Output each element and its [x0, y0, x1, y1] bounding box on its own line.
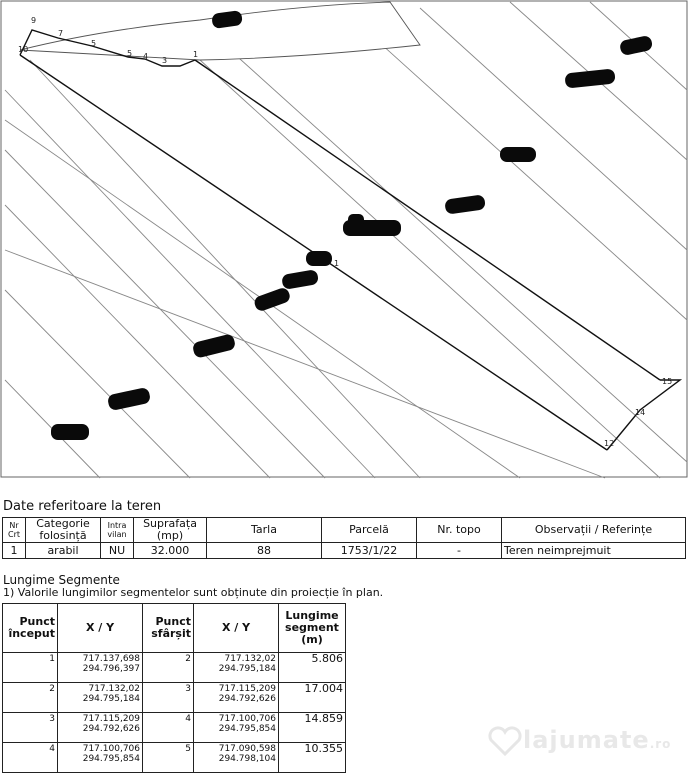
coordinate-value: 10.355: [304, 742, 343, 755]
table-cell: [58, 713, 143, 743]
column-header: Punct sfârșit: [143, 604, 194, 653]
coordinate-value: 5.806: [311, 652, 343, 665]
table-row: [3, 743, 346, 773]
column-header: Parcelă: [322, 518, 417, 543]
coordinate-value: 717.137,698: [82, 654, 140, 664]
column-header: Suprafața (mp): [134, 518, 207, 543]
column-header: Intra vilan: [101, 518, 134, 543]
table-header-row: [3, 518, 686, 543]
lot-label: 1: [334, 259, 340, 268]
table-cell: -: [417, 543, 502, 559]
column-header: X / Y: [194, 604, 279, 653]
table-cell: [58, 683, 143, 713]
point-label: 7: [58, 29, 64, 38]
column-header: Tarla: [207, 518, 322, 543]
coordinate-value: 2: [49, 684, 55, 694]
table-cell: 1: [3, 543, 26, 559]
watermark: [523, 726, 671, 754]
heart-logo-icon: [488, 726, 522, 756]
table-cell: [58, 653, 143, 683]
coordinate-value: 294.795,184: [218, 664, 276, 674]
table-cell: [194, 743, 279, 773]
table-cell: [3, 713, 58, 743]
point-label: 14: [635, 408, 646, 417]
coordinate-value: 5: [185, 744, 191, 754]
point-label: 10: [18, 45, 29, 54]
point-label: 1: [193, 50, 199, 59]
coordinate-value: 294.795,854: [218, 724, 276, 734]
column-header: Nr. topo: [417, 518, 502, 543]
point-label: 15: [662, 377, 673, 386]
table-cell: [194, 653, 279, 683]
segments-table: [2, 603, 346, 773]
table-cell: [194, 713, 279, 743]
watermark-tld: .ro: [649, 737, 672, 751]
coordinate-value: 294.792,626: [82, 724, 140, 734]
coordinate-value: 294.796,397: [82, 664, 140, 674]
section-title: Date referitoare la teren: [3, 499, 162, 514]
point-label: 12: [604, 439, 615, 448]
coordinate-value: 1: [49, 654, 55, 664]
column-header: Categorie folosință: [26, 518, 101, 543]
land-data-table: [2, 517, 686, 559]
table-cell: [3, 653, 58, 683]
column-header: X / Y: [58, 604, 143, 653]
column-header: Observații / Referințe: [502, 518, 686, 543]
watermark-brand: lajumate: [523, 726, 650, 754]
table-row: [3, 683, 346, 713]
coordinate-value: 717.100,706: [82, 744, 140, 754]
point-label: 4: [143, 52, 149, 61]
table-cell: [143, 653, 194, 683]
coordinate-value: 3: [185, 684, 191, 694]
table-cell: 1753/1/22: [322, 543, 417, 559]
coordinate-value: 3: [49, 714, 55, 724]
table-cell: [279, 713, 346, 743]
segments-title: Lungime Segmente: [3, 573, 120, 587]
column-header: Punct început: [3, 604, 58, 653]
coordinate-value: 717.115,209: [82, 714, 140, 724]
table-cell: 88: [207, 543, 322, 559]
coordinate-value: 4: [49, 744, 55, 754]
table-cell: [3, 683, 58, 713]
coordinate-value: 17.004: [304, 682, 343, 695]
point-label: 3: [162, 56, 168, 65]
table-row: [3, 543, 686, 559]
column-header: Nr Crt: [3, 518, 26, 543]
point-label: 5: [127, 49, 133, 58]
point-label: 5: [91, 39, 97, 48]
table-cell: Teren neimprejmuit: [502, 543, 686, 559]
coordinate-value: 2: [185, 654, 191, 664]
table-cell: arabil: [26, 543, 101, 559]
coordinate-value: 717.132,02: [224, 654, 276, 664]
column-header: Lungime segment (m): [279, 604, 346, 653]
coordinate-value: 294.792,626: [218, 694, 276, 704]
table-cell: 32.000: [134, 543, 207, 559]
coordinate-value: 14.859: [304, 712, 343, 725]
table-cell: [279, 683, 346, 713]
table-row: [3, 713, 346, 743]
point-label: 9: [31, 16, 37, 25]
table-row: [3, 653, 346, 683]
table-cell: [143, 683, 194, 713]
table-cell: [194, 683, 279, 713]
table-cell: [58, 743, 143, 773]
table-cell: [279, 653, 346, 683]
table-cell: [143, 713, 194, 743]
table-cell: [3, 743, 58, 773]
table-cell: [279, 743, 346, 773]
coordinate-value: 4: [185, 714, 191, 724]
coordinate-value: 294.798,104: [218, 754, 276, 764]
coordinate-value: 717.100,706: [218, 714, 276, 724]
table-cell: NU: [101, 543, 134, 559]
coordinate-value: 717.115,209: [218, 684, 276, 694]
coordinate-value: 294.795,184: [82, 694, 140, 704]
segments-note: 1) Valorile lungimilor segmentelor sunt obținute din proiecție în plan.: [3, 586, 384, 599]
table-cell: [143, 743, 194, 773]
coordinate-value: 717.090,598: [218, 744, 276, 754]
table-header-row: [3, 604, 346, 653]
coordinate-value: 717.132,02: [88, 684, 140, 694]
coordinate-value: 294.795,854: [82, 754, 140, 764]
